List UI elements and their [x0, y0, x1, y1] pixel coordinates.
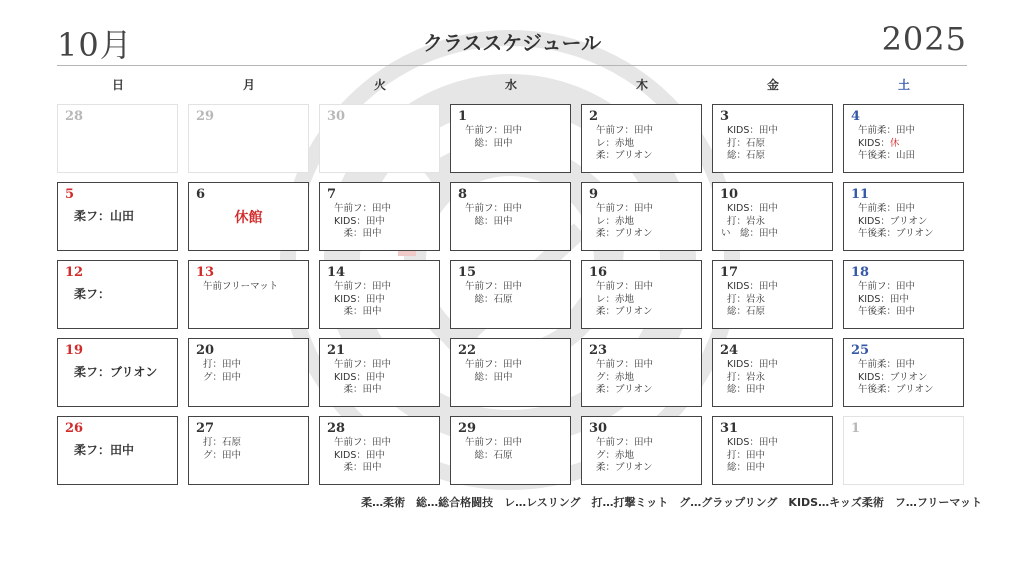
kids-closed-note: 休	[889, 137, 900, 149]
schedule-line: 午後柔：田中	[858, 306, 916, 317]
schedule-line: 午前フ：田中	[596, 359, 654, 370]
schedule-line: 午前フ：田中	[596, 281, 654, 292]
schedule-line: レ：赤地	[596, 293, 635, 305]
schedule-line: 打：岩永	[727, 371, 766, 383]
day-cell-oct-2	[581, 104, 702, 173]
schedule-line: 柔：田中	[334, 306, 382, 317]
day-number: 18	[851, 265, 870, 280]
schedule-line: KIDS：田中	[727, 125, 778, 136]
schedule-line: い 総：田中	[721, 228, 779, 239]
schedule-line: グ：田中	[203, 371, 242, 383]
day-number: 11	[851, 187, 870, 202]
day-number: 1	[851, 421, 861, 436]
day-number: 4	[851, 109, 861, 124]
schedule-line: グ：赤地	[596, 371, 635, 383]
day-cell-oct-9	[581, 182, 702, 251]
schedule-line: 午後柔：ブリオン	[858, 228, 934, 239]
schedule-line: KIDS：田中	[858, 293, 909, 305]
day-number: 9	[589, 187, 599, 202]
year-heading: 2025	[881, 20, 967, 58]
weekday-tue: 火	[373, 78, 386, 92]
schedule-line: 午前フリーマット	[203, 281, 279, 292]
day-cell-oct-11	[843, 182, 964, 251]
day-cell-oct-21	[319, 338, 440, 407]
day-cell-oct-28	[319, 416, 440, 485]
day-number: 28	[327, 421, 346, 436]
schedule-line: 打：田中	[727, 449, 766, 461]
schedule-line: KIDS：田中	[334, 449, 385, 461]
schedule-line: 柔：ブリオン	[596, 306, 653, 317]
day-cell-oct-7	[319, 182, 440, 251]
day-cell-oct-30	[581, 416, 702, 485]
day-cell-oct-24	[712, 338, 833, 407]
day-number: 16	[589, 265, 608, 280]
schedule-line: 午前フ：田中	[858, 281, 916, 292]
weekday-sat: 土	[897, 78, 910, 92]
schedule-line: 午前フ：田中	[465, 437, 523, 448]
day-number: 1	[458, 109, 468, 124]
schedule-line: 総：田中	[465, 371, 513, 383]
schedule-line: グ：赤地	[596, 449, 635, 461]
schedule-line: KIDS：田中	[727, 203, 778, 214]
schedule-line: KIDS：田中	[727, 359, 778, 370]
day-cell-oct-12	[57, 260, 178, 329]
schedule-line: 午前柔：田中	[858, 203, 916, 214]
schedule-line-kids	[858, 138, 961, 151]
schedule-line: 柔フ：田中	[74, 443, 135, 457]
schedule-line: 総：田中	[727, 462, 766, 473]
day-number: 29	[458, 421, 477, 436]
schedule-line: 午前フ：田中	[596, 125, 654, 136]
day-number: 22	[458, 343, 477, 358]
day-cell-oct-14	[319, 260, 440, 329]
day-number: 14	[327, 265, 346, 280]
day-number: 30	[327, 109, 346, 124]
weekday-mon: 月	[242, 78, 255, 92]
schedule-line: 午前フ：田中	[465, 125, 523, 136]
schedule-line: 総：田中	[465, 215, 513, 227]
schedule-line: 総：田中	[727, 384, 766, 395]
day-number: 24	[720, 343, 739, 358]
day-number: 27	[196, 421, 215, 436]
page-title: クラススケジュール	[422, 31, 602, 55]
schedule-line: 午前柔：田中	[858, 359, 916, 370]
schedule-line: KIDS：田中	[727, 437, 778, 448]
day-number: 7	[327, 187, 337, 202]
day-cell-oct-15	[450, 260, 571, 329]
weekday-sun: 日	[111, 78, 124, 92]
day-cell-oct-25	[843, 338, 964, 407]
schedule-line: 午前フ：田中	[465, 281, 523, 292]
month-heading: 10月	[57, 26, 133, 64]
day-cell-oct-23	[581, 338, 702, 407]
day-cell-oct-18	[843, 260, 964, 329]
schedule-line: KIDS：田中	[334, 215, 385, 227]
schedule-line: 柔フ：	[74, 287, 111, 301]
day-cell-oct-26	[57, 416, 178, 485]
schedule-line: 柔：ブリオン	[596, 228, 653, 239]
schedule-line: 打：田中	[203, 359, 242, 370]
day-number: 17	[720, 265, 739, 280]
schedule-line: 総：石原	[465, 449, 513, 461]
weekday-fri: 金	[766, 78, 779, 92]
closed-label: 休館	[234, 210, 263, 226]
schedule-line: 午前柔：田中	[858, 125, 916, 136]
schedule-line: 柔：ブリオン	[596, 462, 653, 473]
schedule-line: グ：田中	[203, 449, 242, 461]
schedule-line: 午前フ：田中	[465, 359, 523, 370]
schedule-line: 午前フ：田中	[334, 359, 392, 370]
schedule-line: 打：岩永	[727, 293, 766, 305]
schedule-line: 打：石原	[203, 437, 242, 448]
schedule-line: 午前フ：田中	[596, 203, 654, 214]
schedule-line: 午前フ：田中	[334, 281, 392, 292]
day-cell-oct-31	[712, 416, 833, 485]
schedule-line: 午前フ：田中	[596, 437, 654, 448]
schedule-line: 総：石原	[727, 306, 766, 317]
day-cell-oct-4	[843, 104, 964, 173]
day-cell-oct-22	[450, 338, 571, 407]
schedule-line: 柔：ブリオン	[596, 150, 653, 161]
day-number: 15	[458, 265, 477, 280]
schedule-line: 午前フ：田中	[334, 203, 392, 214]
schedule-line: 打：石原	[727, 137, 766, 149]
abbreviation-legend: 柔…柔術 総…総合格闘技 レ…レスリング 打…打撃ミット グ…グラップリング KIDS…キッズ柔術 フ…フリーマット	[361, 496, 982, 509]
day-cell-oct-16	[581, 260, 702, 329]
schedule-line: 午前フ：田中	[465, 203, 523, 214]
schedule-line: レ：赤地	[596, 215, 635, 227]
schedule-line: KIDS：田中	[334, 293, 385, 305]
day-cell-oct-13	[188, 260, 309, 329]
day-number: 12	[65, 265, 84, 280]
day-cell-oct-1	[450, 104, 571, 173]
schedule-line: 柔：ブリオン	[596, 384, 653, 395]
schedule-line: 午前フ：田中	[334, 437, 392, 448]
day-number: 2	[589, 109, 599, 124]
day-number: 26	[65, 421, 84, 436]
kids-label: KIDS：	[858, 137, 890, 149]
day-cell-oct-8	[450, 182, 571, 251]
day-number: 10	[720, 187, 739, 202]
day-number: 29	[196, 109, 215, 124]
schedule-line: 柔：田中	[334, 462, 382, 473]
schedule-line: 午後柔：山田	[858, 150, 916, 161]
day-number: 3	[720, 109, 730, 124]
schedule-line: KIDS：田中	[727, 281, 778, 292]
schedule-line: 午後柔：ブリオン	[858, 384, 934, 395]
schedule-line: レ：赤地	[596, 137, 635, 149]
weekday-thu: 木	[635, 78, 648, 92]
schedule-line: KIDS：ブリオン	[858, 371, 928, 383]
day-number: 21	[327, 343, 346, 358]
day-number: 31	[720, 421, 739, 436]
day-number: 20	[196, 343, 215, 358]
schedule-line: 柔：田中	[334, 228, 382, 239]
day-number: 8	[458, 187, 468, 202]
day-cell-oct-17	[712, 260, 833, 329]
day-number: 23	[589, 343, 608, 358]
day-number: 30	[589, 421, 608, 436]
day-cell-sep-29	[188, 104, 309, 173]
weekday-wed: 水	[504, 78, 517, 92]
schedule-line: 総：田中	[465, 137, 513, 149]
day-number: 13	[196, 265, 215, 280]
day-number: 25	[851, 343, 870, 358]
day-cell-oct-29	[450, 416, 571, 485]
schedule-line: 柔フ：山田	[74, 209, 135, 223]
day-cell-oct-5	[57, 182, 178, 251]
day-cell-oct-19	[57, 338, 178, 407]
day-number: 5	[65, 187, 75, 202]
header-divider	[57, 65, 967, 66]
day-cell-oct-3	[712, 104, 833, 173]
schedule-line: KIDS：田中	[334, 371, 385, 383]
day-cell-nov-1	[843, 416, 964, 485]
day-cell-oct-10	[712, 182, 833, 251]
schedule-line: 打：岩永	[727, 215, 766, 227]
day-cell-sep-28	[57, 104, 178, 173]
day-number: 6	[196, 187, 206, 202]
schedule-line: KIDS：ブリオン	[858, 215, 928, 227]
day-number: 28	[65, 109, 84, 124]
day-cell-sep-30	[319, 104, 440, 173]
day-number: 19	[65, 343, 84, 358]
day-cell-oct-20	[188, 338, 309, 407]
schedule-line: 柔フ：ブリオン	[74, 365, 158, 379]
schedule-line: 総：石原	[465, 293, 513, 305]
day-cell-oct-6	[188, 182, 309, 251]
day-cell-oct-27	[188, 416, 309, 485]
schedule-line: 柔：田中	[334, 384, 382, 395]
schedule-line: 総：石原	[727, 150, 766, 161]
